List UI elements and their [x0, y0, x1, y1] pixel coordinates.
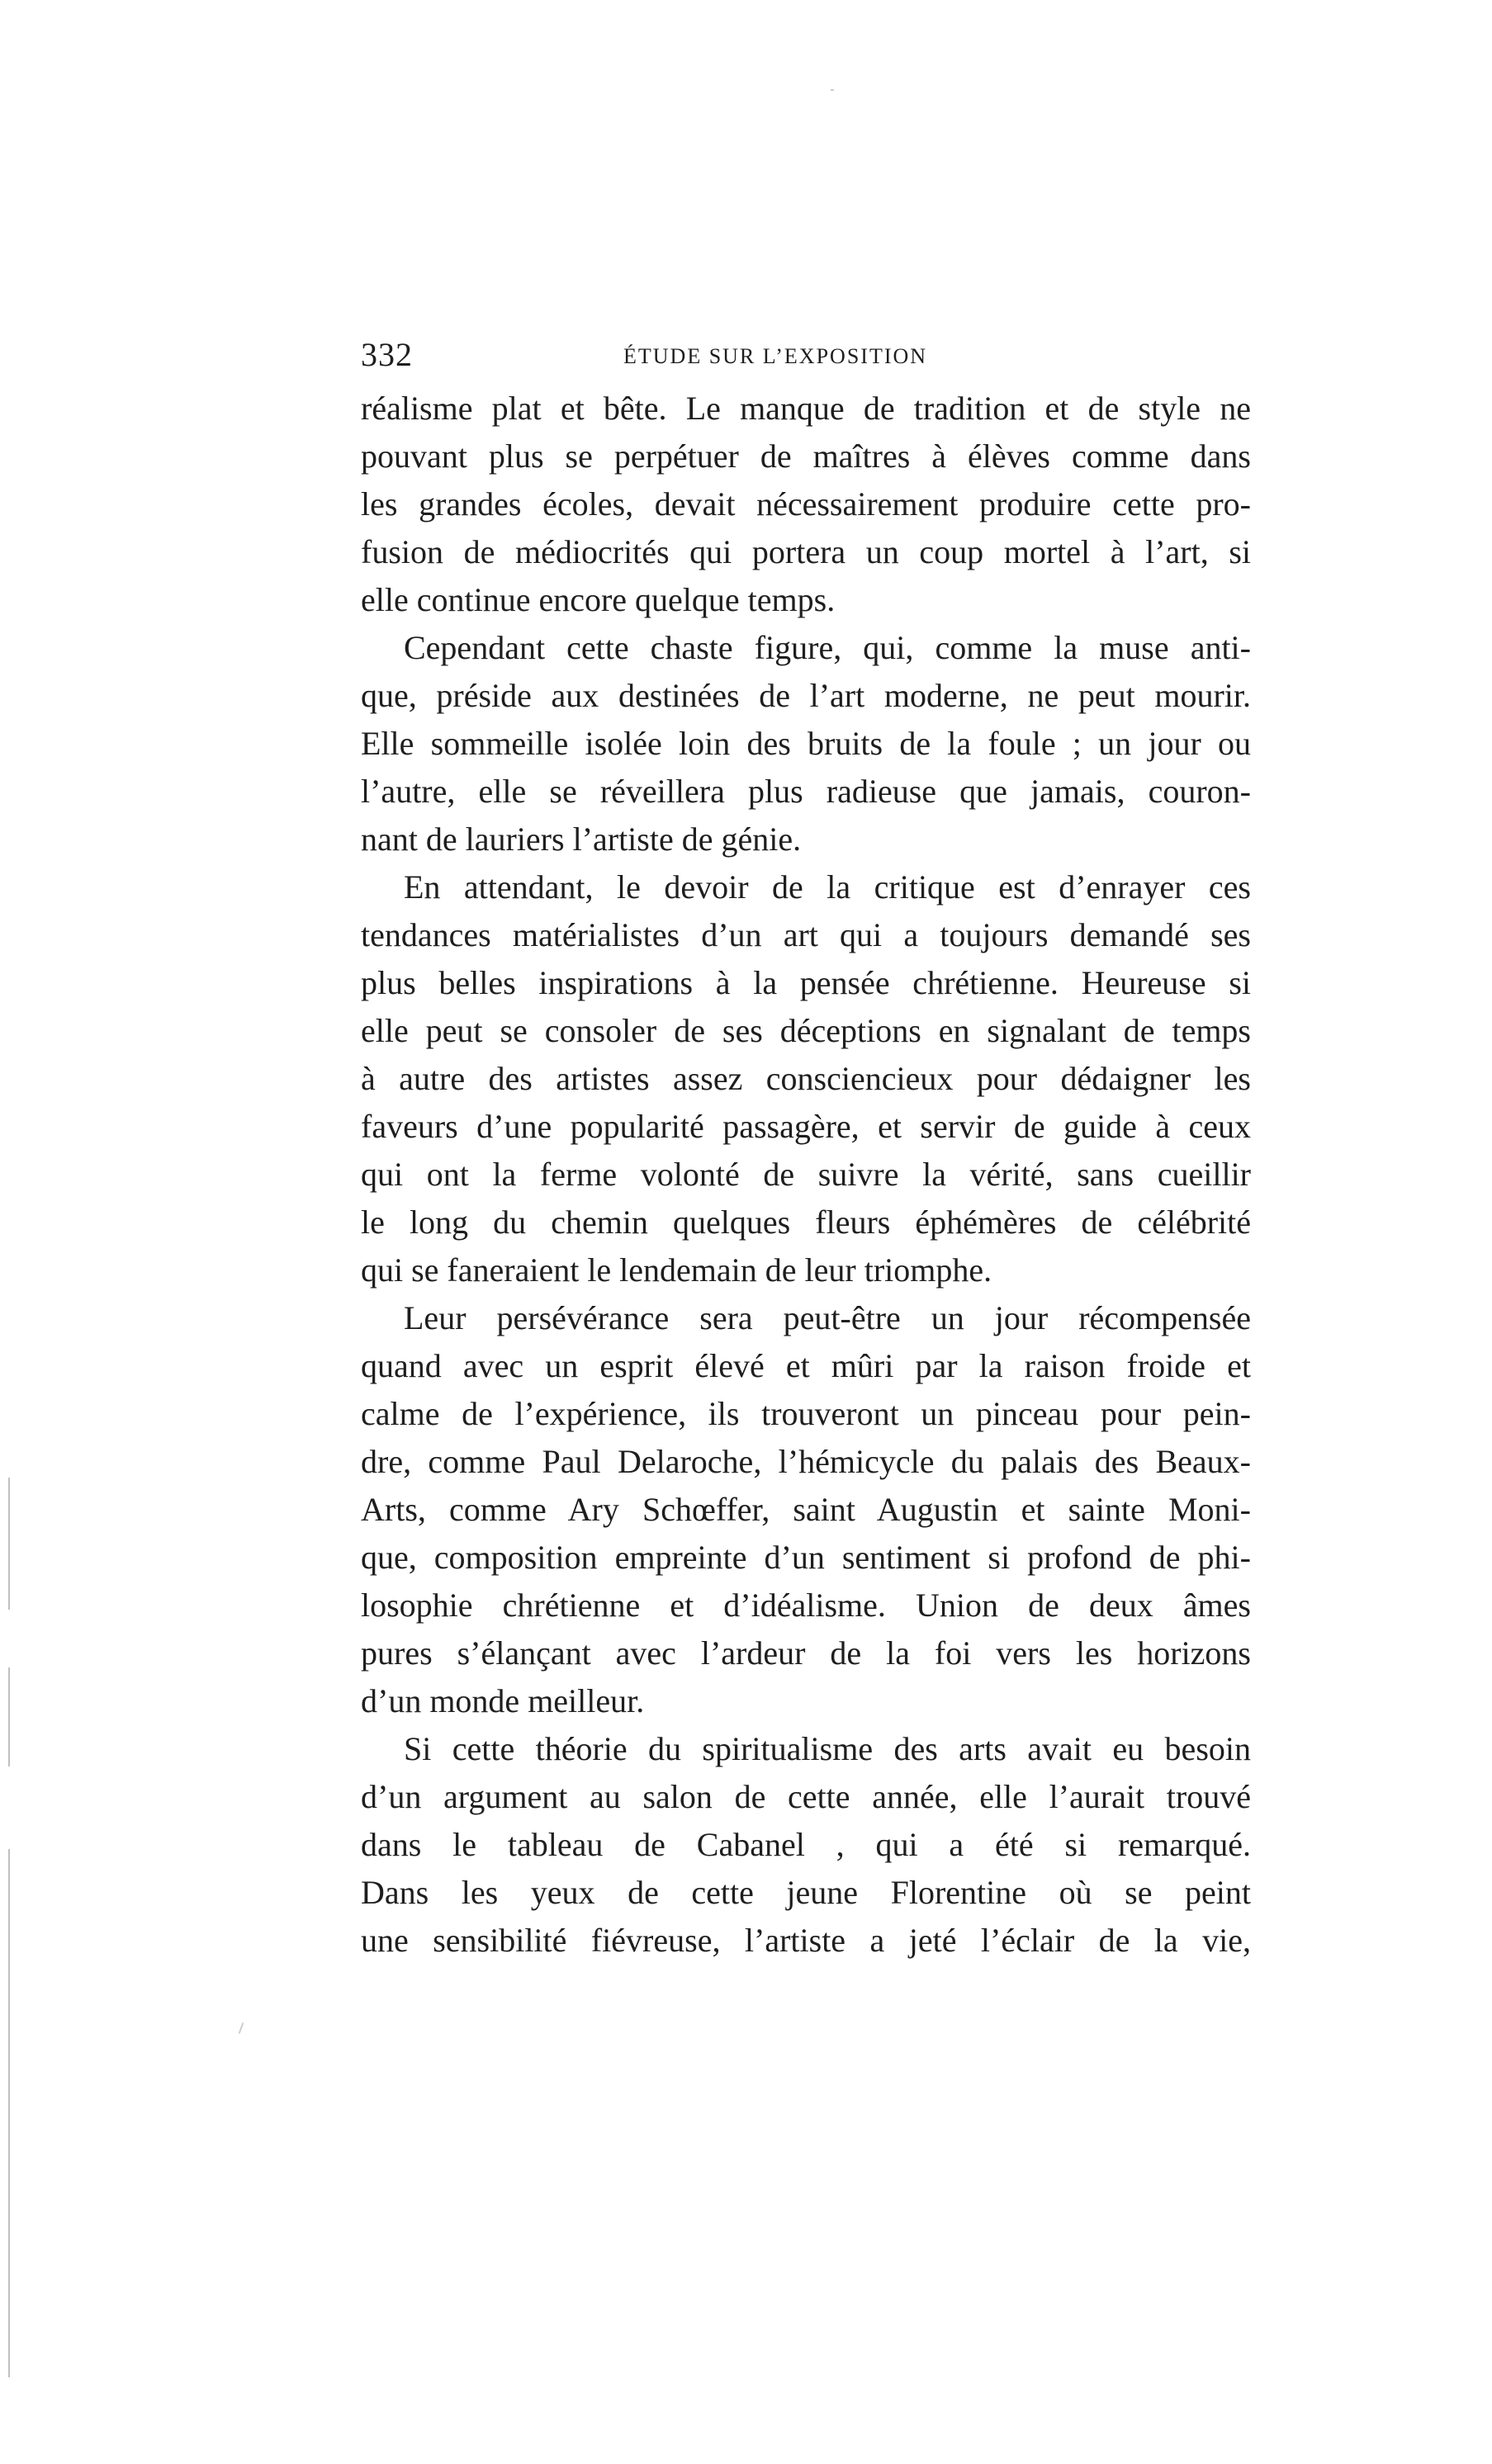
text-line: qui se faneraient le lendemain de leur triomphe. [361, 1251, 992, 1289]
text-line: Arts, comme Ary Schœffer, saint Augustin et sainte Moni- [361, 1491, 1251, 1528]
scan-speck-stroke [239, 2022, 244, 2034]
page-number: 332 [361, 336, 413, 373]
text-line: plus belles inspirations à la pensée chrétienne. Heureuse si [361, 964, 1251, 1001]
text-line: que, composition empreinte d’un sentiment si profond de phi- [361, 1539, 1251, 1576]
text-line: les grandes écoles, devait nécessairement produire cette pro- [361, 485, 1251, 523]
text-line: faveurs d’une popularité passagère, et servir de guide à ceux [361, 1108, 1251, 1145]
text-line: d’un monde meilleur. [361, 1682, 645, 1719]
text-line: Si cette théorie du spiritualisme des arts avait eu besoin [404, 1730, 1251, 1767]
text-line: elle peut se consoler de ses déceptions en signalant de temps [361, 1012, 1251, 1049]
text-line: une sensibilité fiévreuse, l’artiste a jeté l’éclair de la vie, [361, 1922, 1251, 1959]
text-line: d’un argument au salon de cette année, elle l’aurait trouvé [361, 1778, 1251, 1815]
scan-edge-mark-upper [8, 1478, 10, 1610]
text-line: tendances matérialistes d’un art qui a toujours demandé ses [361, 916, 1251, 953]
text-line: le long du chemin quelques fleurs éphémères de célébrité [361, 1204, 1251, 1241]
text-line: pouvant plus se perpétuer de maîtres à élèves comme dans [361, 437, 1251, 475]
text-line: réalisme plat et bête. Le manque de tradition et de style ne [361, 390, 1251, 427]
text-line: qui ont la ferme volonté de suivre la vérité, sans cueillir [361, 1156, 1251, 1193]
text-line: l’autre, elle se réveillera plus radieuse que jamais, couron- [361, 773, 1251, 810]
text-line: En attendant, le devoir de la critique est d’enrayer ces [404, 868, 1251, 906]
text-line: Cependant cette chaste figure, qui, comme la muse anti- [404, 629, 1251, 666]
text-line: losophie chrétienne et d’idéalisme. Union de deux âmes [361, 1587, 1251, 1624]
text-line: que, préside aux destinées de l’art moderne, ne peut mourir. [361, 677, 1251, 714]
text-line: dans le tableau de Cabanel , qui a été si remarqué. [361, 1826, 1251, 1863]
text-line: Dans les yeux de cette jeune Florentine où se peint [361, 1874, 1251, 1911]
scan-edge-mark-middle [8, 1667, 10, 1766]
running-title: ÉTUDE SUR L’EXPOSITION [623, 344, 928, 368]
text-line: quand avec un esprit élevé et mûri par la raison froide et [361, 1347, 1251, 1384]
body-text [361, 385, 1251, 1965]
text-line: à autre des artistes assez consciencieux pour dédaigner les [361, 1060, 1251, 1097]
scan-speck [831, 89, 834, 91]
text-line: pures s’élançant avec l’ardeur de la foi vers les horizons [361, 1634, 1251, 1672]
text-line: fusion de médiocrités qui portera un coup mortel à l’art, si [361, 533, 1251, 570]
running-head [361, 330, 1251, 380]
text-line: Leur persévérance sera peut-être un jour récompensée [404, 1299, 1251, 1336]
scan-edge-mark-lower [8, 1849, 10, 2377]
text-line: Elle sommeille isolée loin des bruits de la foule ; un jour ou [361, 725, 1251, 762]
text-line: calme de l’expérience, ils trouveront un pinceau pour pein- [361, 1395, 1251, 1432]
text-line: dre, comme Paul Delaroche, l’hémicycle du palais des Beaux- [361, 1443, 1251, 1480]
text-line: elle continue encore quelque temps. [361, 581, 836, 618]
text-line: nant de lauriers l’artiste de génie. [361, 821, 802, 858]
